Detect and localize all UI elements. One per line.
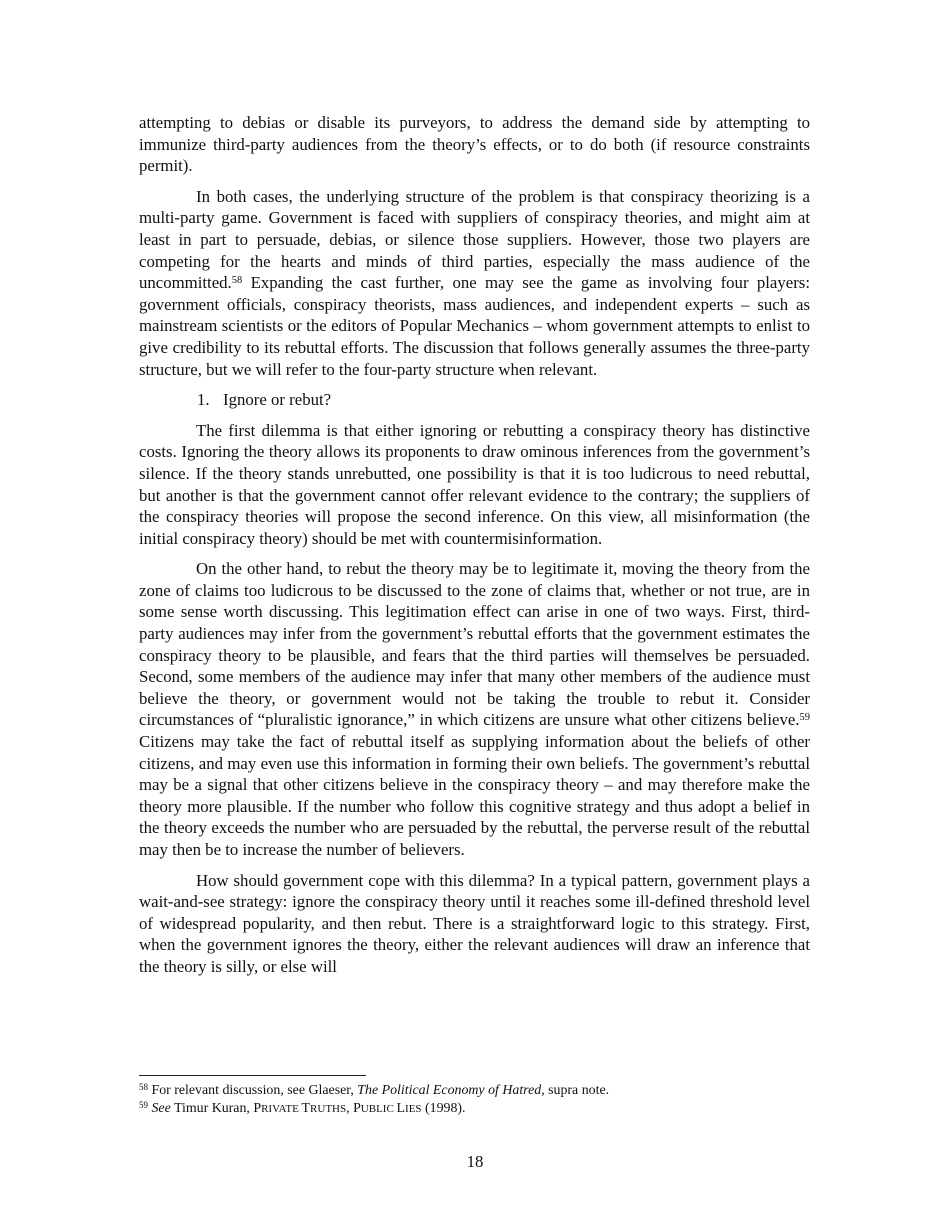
paragraph-text: Expanding the cast further, one may see the game as involving four players: government officials, conspiracy theorists, mass audiences, and independent experts – such as mainstream scientists or the editors of Popular Mechanics – whom government attempts to enlist to give credibility to its rebuttal efforts. The discussion that follows generally assumes the three-party structure, but we will refer to the four-party structure when relevant. [139,273,810,379]
paragraph-text: In both cases, the underlying structure of the problem is that conspiracy theorizing is a multi-party game. Government is faced with suppliers of conspiracy theories, and might aim at least in part to persuade, debias, or silence those suppliers. However, those two players are competing for the hearts and minds of third parties, especially the mass audience of the uncommitted. [139,186,810,293]
footnote-signal: See [151,1100,171,1116]
footnote-number: 59 [139,1099,148,1110]
footnotes [139,1082,810,1118]
paragraph-cope-dilemma: How should government cope with this dilemma? In a typical pattern, government plays a wait-and-see strategy: ignore the conspiracy theory until it reaches some ill-defined threshold level of widespread popularity, and then rebut. There is a straightforward logic to this strategy. First, when the government ignores the theory, either the relevant audiences will draw an inference that the theory is silly, or else will [139,870,810,976]
footnote-text: For relevant discussion, see Glaeser, [148,1083,358,1098]
footnote-divider [139,1075,366,1076]
paragraph-text: On the other hand, to rebut the theory may be to legitimate it, moving the theory from the zone of claims too ludicrous to be discussed to the zone of claims that, whether or not true, are in some sense worth discussing. This legitimation effect can arise in one of two ways. First, third-party audiences may infer from the government’s rebuttal efforts that the government estimates the conspiracy theory to be plausible, and fears that the third parties will themselves be persuaded. Second, some members of the audience may infer that many other members of the audience must believe the theory, or government would not be taking the trouble to rebut it. Consider circumstances of “pluralistic ignorance,” in which citizens are unsure what other citizens believe. [139,559,810,730]
heading-number: 1. [197,390,210,410]
paragraph-other-hand [139,558,810,860]
paragraph-multi-party-game [139,186,810,380]
footnote-year: (1998). [421,1100,466,1116]
footnote-text: , supra note. [541,1083,610,1098]
footnote-number: 58 [139,1082,148,1092]
footnote-title: The Political Economy of Hatred [357,1083,542,1098]
footnote-author: Timur Kuran, [170,1100,254,1116]
section-heading [197,389,810,411]
paragraph-continued: attempting to debias or disable its purveyors, to address the demand side by attempting to immunize third-party audiences from the theory’s effects, or to do both (if resource constraints permit). [139,113,810,176]
heading-text: Ignore or rebut? [223,390,332,410]
paragraph-text: Citizens may take the fact of rebuttal itself as supplying information about the beliefs of other citizens, and may even use this information in forming their own beliefs. The government’s rebuttal may be a signal that other citizens believe in the conspiracy theory – and may therefore make the theory more plausible. If the number who follow this cognitive strategy and thus adopt a belief in the theory exceeds the number who are persuaded by the rebuttal, the perverse result of the rebuttal may then be to increase the number of believers. [139,732,810,859]
footnote-ref-59[interactable]: 59 [799,712,810,724]
footnote-58 [139,1082,810,1100]
footnote-book-title: PRIVATE TRUTHS, PUBLIC LIES [253,1100,422,1116]
page-number: 18 [466,1152,484,1171]
footnote-59 [139,1100,810,1119]
paragraph-first-dilemma: The first dilemma is that either ignoring or rebutting a conspiracy theory has distinctive costs. Ignoring the theory allows its proponents to draw ominous inferences from the government’s silence. If the theory stands unrebutted, one possibility is that it is too ludicrous to need rebuttal, but another is that the government cannot offer relevant evidence to the contrary; the suppliers of the conspiracy theories will propose the second inference. On this view, all misinformation (the initial conspiracy theory) should be met with countermisinformation. [139,420,810,548]
footnote-ref-58[interactable]: 58 [231,275,243,287]
page-body [139,112,810,987]
